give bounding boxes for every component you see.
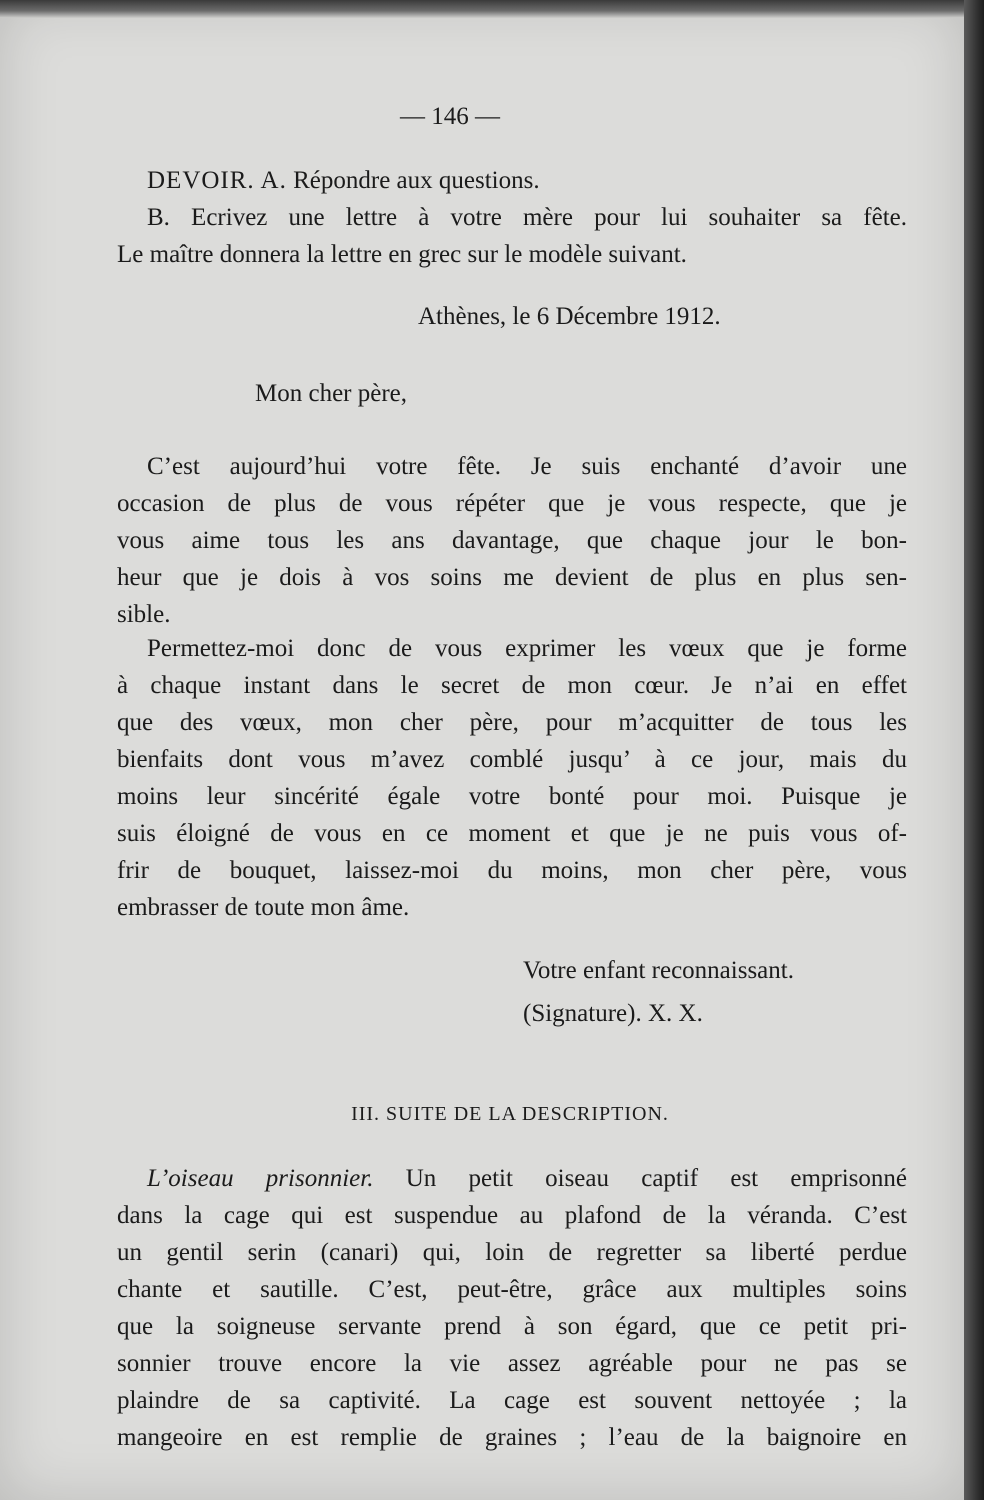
section-line: que la soigneuse servante prend à son égard, que ce petit pri-	[117, 1313, 907, 1340]
letter-dateline: Athènes, le 6 Décembre 1912.	[418, 303, 721, 330]
section-line: mangeoire en est remplie de graines ; l’eau de la baignoire en	[117, 1424, 907, 1451]
para1-line: occasion de plus de vous répéter que je vous respecte, que je	[117, 490, 907, 517]
page-number: — 146 —	[400, 103, 500, 130]
para2-line: que des vœux, mon cher père, pour m’acquitter de tous les	[117, 709, 907, 736]
para2-line: à chaque instant dans le secret de mon cœur. Je n’ai en effet	[117, 672, 907, 699]
devoir-a-label: DEVOIR. A.	[147, 167, 287, 194]
section-line: plaindre de sa captivité. La cage est souvent nettoyée ; la	[117, 1387, 907, 1414]
devoir-b-line2: Le maître donnera la lettre en grec sur le modèle suivant.	[117, 241, 687, 268]
para2-line: suis éloigné de vous en ce moment et que je ne puis vous of-	[117, 820, 907, 847]
scan-right-edge	[964, 0, 984, 1500]
letter-signature: (Signature). X. X.	[523, 1000, 703, 1027]
para2-line: moins leur sincérité égale votre bonté pour moi. Puisque je	[117, 783, 907, 810]
para1-line: heur que je dois à vos soins me devient de plus en plus sen-	[117, 564, 907, 591]
devoir-b-line1: B. Ecrivez une lettre à votre mère pour lui souhaiter sa fête.	[147, 204, 907, 231]
letter-salutation: Mon cher père,	[255, 380, 408, 407]
section-line: chante et sautille. C’est, peut-être, grâce aux multiples soins	[117, 1276, 907, 1303]
devoir-a	[147, 162, 847, 199]
devoir-a-text: Répondre aux questions.	[293, 167, 540, 194]
letter-closing: Votre enfant reconnaissant.	[523, 957, 794, 984]
para1-line: sible.	[117, 601, 171, 628]
section-line: Un petit oiseau captif est emprisonné	[405, 1165, 907, 1192]
section-line: un gentil serin (canari) qui, loin de regretter sa liberté perdue	[117, 1239, 907, 1266]
section-heading: III. SUITE DE LA DESCRIPTION.	[351, 1103, 669, 1125]
para2-line: frir de bouquet, laissez-moi du moins, mon cher père, vous	[117, 857, 907, 884]
section-title: L’oiseau prisonnier.	[147, 1165, 374, 1192]
section-line: sonnier trouve encore la vie assez agréable pour ne pas se	[117, 1350, 907, 1377]
section-line: dans la cage qui est suspendue au plafond de la véranda. C’est	[117, 1202, 907, 1229]
scan-top-edge	[0, 0, 964, 18]
para1-line: C’est aujourd’hui votre fête. Je suis enchanté d’avoir une	[147, 453, 907, 480]
para2-line: embrasser de toute mon âme.	[117, 894, 410, 921]
section-first-line	[147, 1160, 907, 1197]
para2-line: bienfaits dont vous m’avez comblé jusqu’ à ce jour, mais du	[117, 746, 907, 773]
para1-line: vous aime tous les ans davantage, que chaque jour le bon-	[117, 527, 907, 554]
para2-line: Permettez-moi donc de vous exprimer les vœux que je forme	[147, 635, 907, 662]
